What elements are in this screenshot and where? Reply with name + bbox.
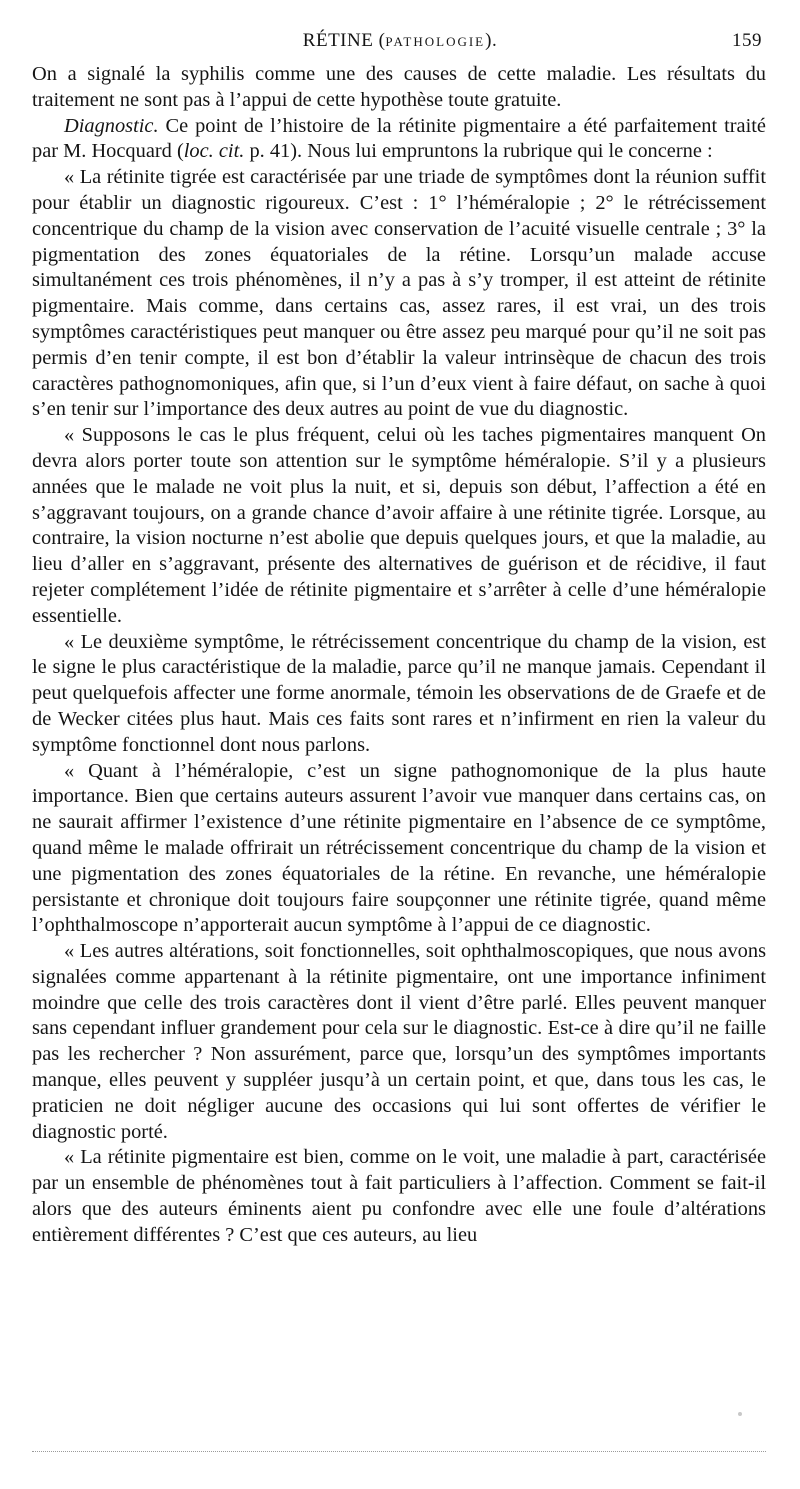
paragraph-syphilis: On a signalé la syphilis comme une des causes de cette maladie. Les résultats du traitement ne sont pas à l’appui de cette hypothèse toute gratuite. [32, 63, 766, 111]
running-head-title [32, 30, 768, 52]
running-head-subtitle: PATHOLOGIE [385, 34, 486, 49]
page-number: 159 [732, 30, 762, 51]
footer-dotted-rule [32, 1451, 766, 1452]
paragraph-maladie-a-part: « La rétinite pigmentaire est bien, comme on le voit, une maladie à part, caractérisée par un ensemble de phénomènes tout à fait particuliers à l’affection. Comment se fait-il alors que des auteurs éminents aient pu confondre avec elle une foule d’altérations entièrement différentes ? C’est que ces auteurs, au lieu [32, 1146, 766, 1246]
body-text [32, 62, 766, 1249]
running-head-paren-open: ( [378, 30, 386, 51]
paragraph-diagnostic-text-1: Ce point de l’histoire de la rétinite pigmentaire a été parfaitement traité par M. Hocquard ( [32, 114, 766, 163]
running-head-paren-close: ). [485, 30, 498, 51]
citation-loc-cit: loc. cit. [183, 140, 245, 163]
running-head [32, 30, 768, 60]
paragraph-supposons: « Supposons le cas le plus fréquent, celui où les taches pigmentaires manquent On devra alors porter toute son attention sur le symptôme héméralopie. S’il y a plusieurs années que le malade ne voit plus la nuit, et si, depuis son début, l’affection a été en s’aggravant toujours, on a grande chance d’avoir affaire à une rétinite tigrée. Lorsque, au contraire, la vision nocturne n’est abolie que depuis quelques jours, et que la maladie, au lieu d’aller en s’aggravant, présente des alternatives de guérison et de récidive, il faut rejeter complétement l’idée de rétinite pigmentaire et s’arrêter à celle d’une héméralopie essentielle. [32, 424, 766, 627]
paragraph-autres-alterations: « Les autres altérations, soit fonctionnelles, soit ophthalmoscopiques, que nous avons signalées comme appartenant à la rétinite pigmentaire, ont une importance infiniment moindre que celle des trois caractères dont il vient d’être parlé. Elles peuvent manquer sans cependant influer grandement pour cela sur le diagnostic. Est-ce à dire qu’il ne faille pas les rechercher ? Non assurément, parce que, lorsqu’un des symptômes importants manque, elles peuvent y suppléer jusqu’à un certain point, et que, dans tous les cas, le praticien ne doit négliger aucune des occasions qui lui sont offertes de vérifier le diagnostic porté. [32, 940, 766, 1143]
paragraph-diagnostic [32, 114, 766, 166]
paragraph-diagnostic-text-2: p. 41). Nous lui empruntons la rubrique qui le concerne : [244, 140, 713, 163]
paragraph-deuxieme-symptome: « Le deuxième symptôme, le rétrécissement concentrique du champ de la vision, est le signe le plus caractéristique de la maladie, parce qu’il ne manque jamais. Cependant il peut quelquefois affecter une forme anormale, témoin les observations de de Graefe et de de Wecker citées plus haut. Mais ces faits sont rares et n’infirment en rien la valeur du symptôme fonctionnel dont nous parlons. [32, 630, 766, 756]
page-speck [738, 1412, 742, 1416]
running-head-main: RÉTINE [302, 30, 374, 51]
section-heading-diagnostic: Diagnostic. [64, 114, 159, 137]
paragraph-hemeralopie: « Quant à l’héméralopie, c’est un signe pathognomonique de la plus haute importance. Bien que certains auteurs assurent l’avoir vue manquer dans certains cas, on ne saurait affirmer l’existence d’une rétinite pigmentaire en l’absence de ce symptôme, quand même le malade offrirait un rétrécissement concentrique du champ de la vision et une pigmentation des zones équatoriales de la rétine. En revanche, une héméralopie persistante et chronique doit toujours faire soupçonner une rétinite tigrée, quand même l’ophthalmoscope n’apporterait aucun symptôme à l’appui de ce diagnostic. [32, 759, 766, 937]
paragraph-triade: « La rétinite tigrée est caractérisée par une triade de symptômes dont la réunion suffit pour établir un diagnostic rigoureux. C’est : 1° l’héméralopie ; 2° le rétrécissement concentrique du champ de la vision avec conservation de l’acuité visuelle centrale ; 3° la pigmentation des zones équatoriales de la rétine. Lorsqu’un malade accuse simultanément ces trois phénomènes, il n’y a pas à s’y tromper, il est atteint de rétinite pigmentaire. Mais comme, dans certains cas, assez rares, il est vrai, un des trois symptômes caractéristiques peut manquer ou être assez peu marqué pour qu’il ne soit pas permis d’en tenir compte, il est bon d’établir la valeur intrinsèque de chacun des trois caractères pathognomoniques, afin que, si l’un d’eux vient à faire défaut, on sache à quoi s’en tenir sur l’importance des deux autres au point de vue du diagnostic. [32, 166, 766, 421]
